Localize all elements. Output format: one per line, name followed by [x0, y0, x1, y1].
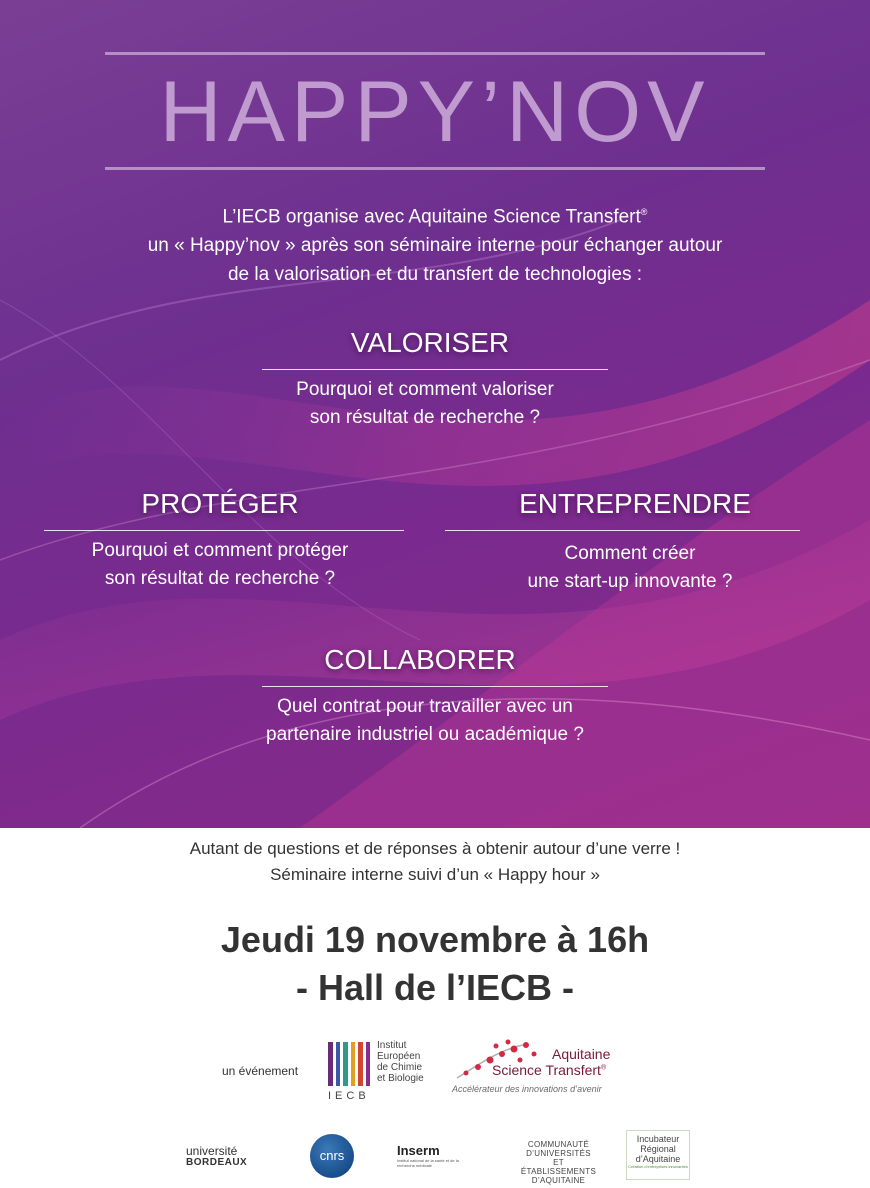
iecb-name-line: et Biologie [377, 1073, 424, 1084]
ast-name-line-2 [492, 1062, 606, 1078]
ast-tagline: Accélérateur des innovations d’avenir [452, 1084, 602, 1094]
section-divider [445, 530, 800, 531]
incubator-line: Incubateur [636, 1134, 680, 1144]
ast-name-line-1: Aquitaine [552, 1046, 611, 1062]
inserm-logo [397, 1143, 459, 1168]
section-title-entreprendre: ENTREPRENDRE [519, 488, 751, 519]
comue-line: D’UNIVERSITÉS [526, 1149, 591, 1158]
question-line: Comment créer [564, 543, 696, 564]
section-question-entreprendre [430, 540, 830, 596]
comue-aquitaine-logo [516, 1140, 601, 1185]
event-date: Jeudi 19 novembre à 16h [220, 919, 650, 960]
question-line: partenaire industriel ou académique ? [266, 724, 584, 745]
iecb-logo [328, 1040, 438, 1104]
section-question-proteger [10, 537, 430, 593]
inserm-name: Inserm [397, 1143, 440, 1158]
cnrs-logo: cnrs [310, 1134, 354, 1178]
logo-bottom-rule [105, 167, 765, 170]
iecb-color-bars [328, 1042, 370, 1086]
happynov-logo [105, 62, 765, 162]
incubator-line: d’Aquitaine [635, 1154, 681, 1164]
intro-line-3: de la valorisation et du transfert de technologies : [227, 264, 643, 286]
iecb-acronym: IECB [328, 1090, 370, 1102]
ast-name-text: Science Transfert [492, 1062, 601, 1078]
intro-line-2: un « Happy’nov » après son séminaire interne pour échanger autour [147, 235, 723, 257]
question-line: Pourquoi et comment protéger [91, 540, 349, 561]
comue-line: ET ÉTABLISSEMENTS [520, 1158, 597, 1176]
aquitaine-science-transfert-logo [452, 1036, 632, 1106]
intro-paragraph [60, 198, 810, 289]
section-title-collaborer: COLLABORER [324, 644, 516, 675]
event-organizer-label: un événement [222, 1064, 299, 1078]
section-question-valoriser [200, 376, 650, 432]
section-divider [44, 530, 404, 531]
tagline-line-2: Séminaire interne suivi d’un « Happy hour » [270, 865, 600, 884]
event-place: - Hall de l’IECB - [295, 967, 575, 1008]
iecb-name-line: de Chimie [377, 1062, 423, 1073]
question-line: son résultat de recherche ? [104, 568, 336, 589]
inserm-subtitle: Institut national de la santé et de la recherche médicale [397, 1158, 459, 1168]
ast-registered-mark: ® [600, 1064, 607, 1072]
section-title-valoriser: VALORISER [350, 327, 510, 358]
logo-top-rule [105, 52, 765, 55]
question-line: son résultat de recherche ? [309, 407, 541, 428]
tagline [0, 836, 870, 888]
intro-line-1: L’IECB organise avec Aquitaine Science Transfert [222, 206, 641, 228]
question-line: Quel contrat pour travailler avec un [277, 696, 573, 717]
incubateur-regional-logo [626, 1130, 690, 1180]
section-question-collaborer [180, 693, 670, 749]
question-line: une start-up innovante ? [527, 571, 733, 592]
universite-bordeaux-logo [186, 1145, 247, 1169]
iecb-name-line: Européen [377, 1051, 421, 1062]
iecb-name-line: Institut [377, 1040, 407, 1051]
section-divider [262, 686, 608, 687]
incubator-subtitle: Création d’entreprises innovantes [628, 1164, 688, 1169]
comue-line: COMMUNAUTÉ [527, 1140, 590, 1149]
question-line: Pourquoi et comment valoriser [296, 379, 554, 400]
registered-mark: ® [640, 207, 648, 217]
incubator-line: Régional [640, 1144, 676, 1154]
section-divider [262, 369, 608, 370]
ub-line-2: BORDEAUX [186, 1157, 248, 1168]
section-title-proteger: PROTÉGER [141, 488, 299, 519]
comue-line: D’AQUITAINE [531, 1176, 586, 1185]
ub-line-1: université [186, 1144, 238, 1158]
iecb-full-name [377, 1040, 447, 1084]
tagline-line-1: Autant de questions et de réponses à obtenir autour d’une verre ! [189, 839, 681, 858]
logo-text: HAPPY’NOV [159, 64, 711, 160]
